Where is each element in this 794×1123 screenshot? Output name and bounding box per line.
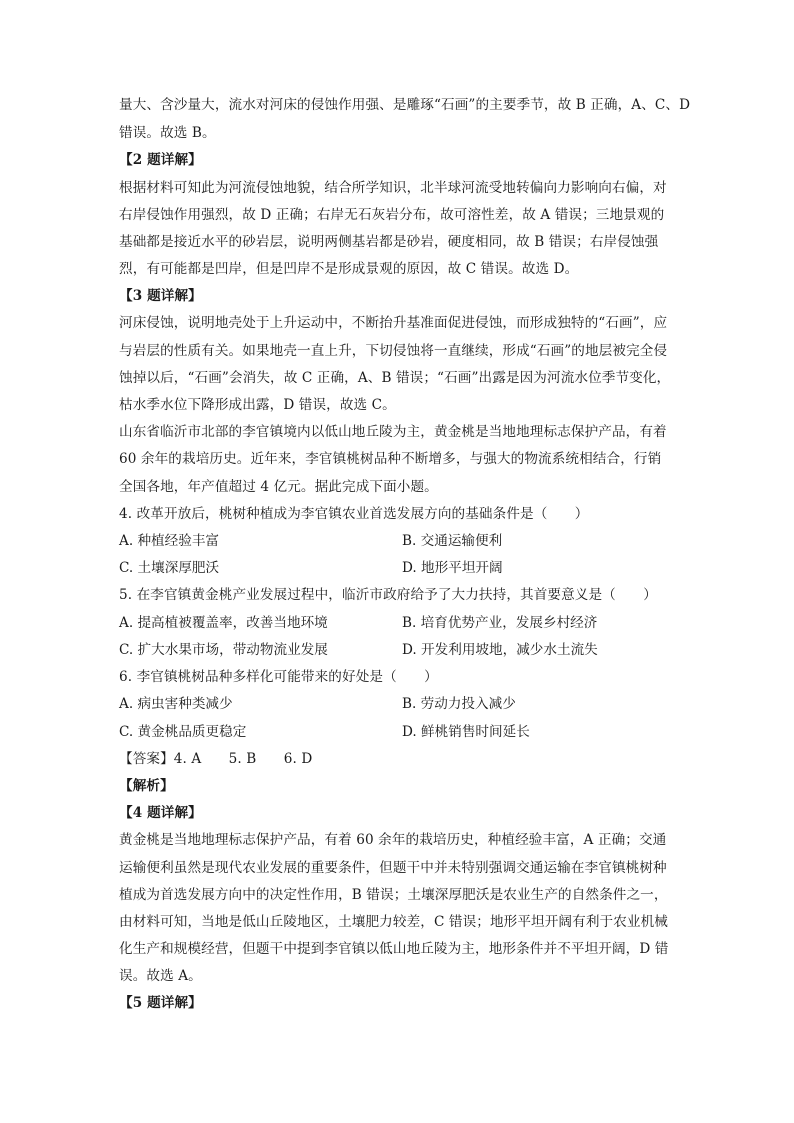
q4-option-c: C. 土壤深厚肥沃 bbox=[119, 560, 220, 576]
text-line: 误。故选 A。 bbox=[119, 968, 202, 984]
text-line: 根据材料可知此为河流侵蚀地貌，结合所学知识，北半球河流受地转偏向力影响向右偏，对 bbox=[119, 180, 667, 196]
q5-option-d: D. 开发利用坡地，减少水土流失 bbox=[402, 642, 598, 658]
q6-option-b: B. 劳动力投入减少 bbox=[402, 696, 516, 712]
q5-option-c: C. 扩大水果市场，带动物流业发展 bbox=[119, 642, 328, 658]
q6-option-d: D. 鲜桃销售时间延长 bbox=[402, 724, 530, 740]
text-line: 量大、含沙量大，流水对河床的侵蚀作用强、是雕琢“石画”的主要季节，故 B 正确，A、C、D bbox=[119, 97, 691, 113]
q5-option-a: A. 提高植被覆盖率，改善当地环境 bbox=[119, 615, 328, 631]
text-line: 化生产和规模经营，但题干中提到李官镇以低山地丘陵为主，地形条件并不平坦开阔，D 错 bbox=[119, 941, 669, 957]
q6-option-a: A. 病虫害种类减少 bbox=[119, 696, 233, 712]
q6-option-c: C. 黄金桃品质更稳定 bbox=[119, 724, 247, 740]
text-line: 黄金桃是当地地理标志保护产品，有着 60 余年的栽培历史，种植经验丰富，A 正确；交通 bbox=[119, 832, 667, 848]
text-line: 植成为首选发展方向中的决定性作用，B 错误；土壤深厚肥沃是农业生产的自然条件之一， bbox=[119, 887, 668, 903]
section-heading-q3: 【3 题详解】 bbox=[119, 288, 202, 304]
q4-option-a: A. 种植经验丰富 bbox=[119, 533, 220, 549]
material-line: 山东省临沂市北部的李官镇境内以低山地丘陵为主，黄金桃是当地地理标志保护产品，有着 bbox=[119, 424, 667, 440]
question-5-stem: 5. 在李官镇黄金桃产业发展过程中，临沂市政府给予了大力扶持，其首要意义是（ ） bbox=[119, 587, 657, 603]
text-line: 由材料可知，当地是低山丘陵地区，土壤肥力较差，C 错误；地形平坦开阔有利于农业机械 bbox=[119, 914, 668, 930]
text-line: 运输便利虽然是现代农业发展的重要条件，但题干中并未特别强调交通运输在李官镇桃树种 bbox=[119, 860, 667, 876]
text-line: 河床侵蚀，说明地壳处于上升运动中，不断抬升基准面促进侵蚀，而形成独特的“石画”，应 bbox=[119, 315, 668, 331]
question-4-stem: 4. 改革开放后，桃树种植成为李官镇农业首选发展方向的基础条件是（ ） bbox=[119, 506, 589, 522]
q5-option-b: B. 培育优势产业，发展乡村经济 bbox=[402, 615, 598, 631]
text-line: 右岸侵蚀作用强烈，故 D 正确；右岸无石灰岩分布，故可溶性差，故 A 错误；三地景观的 bbox=[119, 207, 665, 223]
material-line: 60 余年的栽培历史。近年来，李官镇桃树品种不断增多，与强大的物流系统相结合，行销 bbox=[119, 451, 662, 467]
text-line: 蚀掉以后，“石画”会消失，故 C 正确，A、B 错误；“石画”出露是因为河流水位季节变化， bbox=[119, 370, 671, 386]
section-heading-q2: 【2 题详解】 bbox=[119, 152, 202, 168]
analysis-heading: 【解析】 bbox=[119, 778, 174, 794]
material-line: 全国各地，年产值超过 4 亿元。据此完成下面小题。 bbox=[119, 479, 438, 495]
text-line: 与岩层的性质有关。如果地壳一直上升，下切侵蚀将一直继续，形成“石画”的地层被完全侵 bbox=[119, 343, 668, 359]
q4-option-d: D. 地形平坦开阔 bbox=[402, 560, 503, 576]
q4-option-b: B. 交通运输便利 bbox=[402, 533, 503, 549]
section-heading-q4: 【4 题详解】 bbox=[119, 805, 202, 821]
text-line: 烈，有可能都是凹岸，但是凹岸不是形成景观的原因，故 C 错误。故选 D。 bbox=[119, 261, 579, 277]
answer-line: 【答案】4. A 5. B 6. D bbox=[119, 751, 313, 767]
text-line: 基础都是接近水平的砂岩层，说明两侧基岩都是砂岩，硬度相同，故 B 错误；右岸侵蚀强 bbox=[119, 234, 659, 250]
question-6-stem: 6. 李官镇桃树品种多样化可能带来的好处是（ ） bbox=[119, 669, 438, 685]
text-line: 枯水季水位下降形成出露，D 错误，故选 C。 bbox=[119, 397, 396, 413]
text-line: 错误。故选 B。 bbox=[119, 125, 216, 141]
section-heading-q5: 【5 题详解】 bbox=[119, 995, 202, 1011]
